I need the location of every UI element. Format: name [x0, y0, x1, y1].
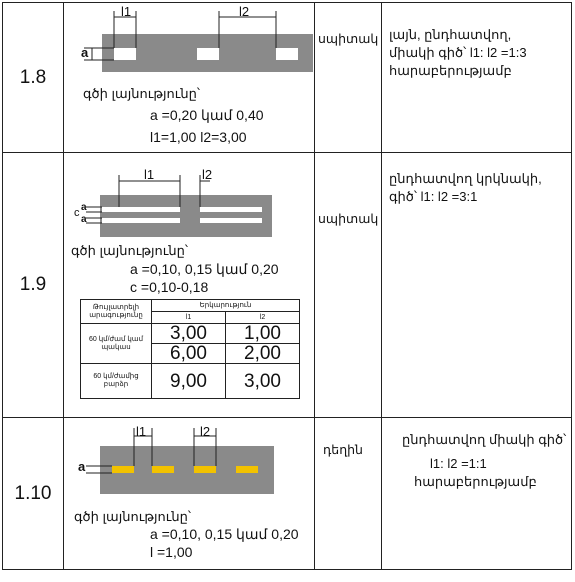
- a-label: a: [81, 214, 87, 225]
- description-cell: [382, 153, 572, 418]
- description-line: լայն, ընդհատվող,: [389, 27, 512, 42]
- color-cell: [315, 3, 382, 153]
- marking-diagram: [64, 418, 314, 508]
- length-values: l =1,00: [150, 544, 193, 560]
- length-header: Երկարություն: [152, 300, 300, 312]
- color-cell: [315, 153, 382, 418]
- speed-cell: 60 կմ/ժամ կամ պակաս: [81, 324, 152, 364]
- width-caption: գծի լայնությունը՝: [71, 243, 188, 258]
- speed-length-table: [80, 299, 300, 399]
- table-row: [3, 153, 572, 418]
- l1-value: 6,00: [152, 344, 226, 364]
- description-line: հարաբերությամբ: [414, 474, 537, 489]
- table-row: [3, 418, 572, 570]
- c-values: c =0,10-0,18: [130, 279, 209, 295]
- l2-label: l2: [239, 4, 250, 19]
- marking-illustration-cell: [64, 153, 315, 418]
- description-cell: [382, 418, 572, 570]
- l2-value: 3,00: [226, 364, 300, 399]
- l1-label: l1: [136, 424, 147, 439]
- marking-diagram: [64, 153, 314, 253]
- description-line: ընդհատվող կրկնակի,: [389, 171, 542, 186]
- row-number: 1.10: [3, 418, 64, 570]
- l1-label: l1: [121, 4, 132, 19]
- l2-label: l2: [200, 424, 211, 439]
- l1-label: l1: [144, 167, 155, 182]
- marking-color: սպիտակ: [318, 212, 379, 226]
- l1-value: 3,00: [152, 324, 226, 344]
- table-row: [3, 3, 572, 153]
- description-line: միակի գիծ՝ l1: l2 =1:3: [389, 45, 527, 60]
- width-values: a =0,20 կամ 0,40: [150, 107, 264, 123]
- row-number: 1.9: [3, 153, 64, 418]
- l2-subheader: l2: [226, 312, 300, 324]
- row-number: 1.8: [3, 3, 64, 153]
- l2-value: 2,00: [226, 344, 300, 364]
- description-cell: [382, 3, 572, 153]
- a-label: a: [78, 459, 86, 474]
- l2-label: l2: [202, 167, 213, 182]
- width-values: a =0,10, 0,15 կամ 0,20: [150, 526, 299, 542]
- l1-value: 9,00: [152, 364, 226, 399]
- width-caption: գծի լայնությունը՝: [83, 86, 200, 101]
- marking-illustration-cell: [64, 418, 315, 570]
- length-values: l1=1,00 l2=3,00: [150, 129, 247, 145]
- l1-subheader: l1: [152, 312, 226, 324]
- color-cell: [315, 418, 382, 570]
- c-label: c: [74, 207, 80, 219]
- speed-cell: 60 կմ/ժամից բարձր: [81, 364, 152, 399]
- a-label: a: [81, 202, 87, 213]
- marking-illustration-cell: [64, 3, 315, 153]
- description-line: գիծ՝ l1: l2 =3:1: [389, 189, 478, 204]
- marking-color: դեղին: [323, 443, 363, 457]
- description-line: հարաբերությամբ: [389, 63, 512, 78]
- marking-color: սպիտակ: [318, 32, 379, 46]
- l2-value: 1,00: [226, 324, 300, 344]
- width-caption: գծի լայնությունը՝: [74, 509, 191, 524]
- a-label: a: [81, 45, 89, 60]
- description-line: ընդհատվող միակի գիծ՝: [402, 432, 567, 447]
- marking-table: [2, 2, 572, 570]
- speed-header: Թույլատրելի արագությունը: [81, 300, 152, 324]
- description-line: l1: l2 =1:1: [430, 456, 487, 471]
- width-values: a =0,10, 0,15 կամ 0,20: [130, 261, 279, 277]
